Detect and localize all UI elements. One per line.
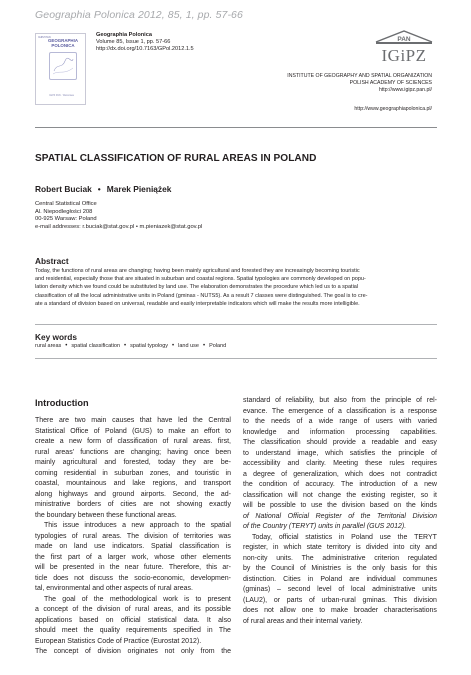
- abstract-divider: [35, 324, 437, 325]
- keywords-divider: [35, 358, 437, 359]
- cover-footer: IGiPZ PAN · Warszawa: [49, 94, 74, 97]
- body-line: distinction. Cities in Poland are individual communes: [243, 575, 437, 583]
- body-line-italic: of National Official Register of the Territorial Division: [243, 512, 437, 520]
- body-line: non-city units. The administrative criterion regulated: [243, 554, 437, 562]
- body-line: knowledge and information processing capabilities.: [243, 428, 437, 436]
- body-line: Statistical Office of Poland (GUS) to make an effort to: [35, 427, 231, 435]
- keyword: land use: [178, 343, 199, 349]
- body-line: of rural areas and their internal variety.: [243, 617, 363, 625]
- body-line: (gminas) – second level of local administrative units: [243, 586, 437, 593]
- institute-block: [250, 73, 432, 95]
- body-line: typologies of rural areas. The division of territories was: [35, 532, 231, 540]
- body-line: Today, official statistics in Poland use the TERYT: [252, 533, 437, 541]
- journal-volume: Volume 85, Issue 1, pp. 57-66: [96, 39, 171, 46]
- authors-line: [35, 184, 171, 194]
- body-line: coastal, mountainous and lake regions, and transport: [35, 480, 231, 487]
- body-line: a concept of the division of rural areas, and its possible: [35, 606, 231, 613]
- body-line: mainly agricultural and forested, today they are be-: [35, 459, 231, 466]
- email-addresses: e-mail addresses: r.buciak@stat.gov.pl • m.pieniazek@stat.gov.pl: [35, 224, 203, 230]
- affiliation: [35, 201, 97, 224]
- logo-pan-text: PAN: [397, 36, 411, 43]
- journal-url[interactable]: http://www.geographiapolonica.pl/: [354, 106, 432, 112]
- cover-title: GEOGRAPHIA POLONICA: [47, 38, 78, 48]
- body-line: does not allow one to make broader characterisations: [243, 607, 437, 614]
- body-line: the boundary between these functional areas.: [35, 511, 177, 519]
- abstract-line: ate a standard of division based on universal, readable and easily interpretable indicators which will make the results more intelligible.: [35, 300, 360, 307]
- keywords-list: [35, 343, 226, 349]
- body-line: made on land use indicators. Spatial classification is: [35, 543, 231, 550]
- body-line: classification will not change the existing register, so it: [243, 491, 437, 499]
- journal-cover-thumbnail: [35, 33, 86, 105]
- body-line: tal, environmental and other aspects of rural areas.: [35, 585, 193, 592]
- body-column-right: [243, 396, 437, 627]
- author-name: Robert Buciak: [35, 184, 92, 194]
- institute-url[interactable]: http://www.igipz.pan.pl/: [378, 87, 432, 94]
- article-title: SPATIAL CLASSIFICATION OF RURAL AREAS IN POLAND: [35, 153, 317, 164]
- igipz-pan-logo: [371, 28, 437, 66]
- author-name: Marek Pieniążek: [106, 184, 172, 194]
- keyword-separator: •: [65, 343, 68, 349]
- abstract-line: Today, the functions of rural areas are changing; having been mainly agricultural and forested they are increasingly becoming touristic: [35, 268, 360, 274]
- running-head: Geographia Polonica 2012, 85, 1, pp. 57-66: [35, 9, 243, 21]
- logo-name-text: IGiPZ: [381, 46, 427, 65]
- body-line: create a new form of classification of rural areas. first,: [35, 438, 231, 445]
- body-line: There are two main causes that have led the Central: [35, 417, 231, 424]
- body-line: standard of reliability, but also from the principle of rel-: [243, 397, 437, 404]
- body-line: The concept of division originates not only from the: [35, 648, 231, 655]
- keyword: spatial classification: [71, 343, 121, 349]
- body-line: ticle does not discuss the socio-economic, developmen-: [35, 574, 231, 582]
- keyword-separator: •: [202, 343, 206, 349]
- abstract-line: and residential, especially those that are situated in suburban and coastal regions. Spatial typologies are commonly developed on popu-: [35, 276, 366, 283]
- body-line: The classification should provide a readable and easy: [243, 439, 437, 446]
- body-line: register, in which state territory is divided into city and: [243, 544, 437, 551]
- keyword: Poland: [209, 343, 227, 349]
- keyword-separator: •: [172, 343, 175, 349]
- body-line: the condition of accuracy. The introduction of a new: [243, 481, 437, 488]
- introduction-heading: Introduction: [35, 398, 89, 408]
- abstract-body: [35, 267, 437, 308]
- academy-name: POLISH ACADEMY OF SCIENCES: [349, 80, 432, 87]
- body-line-italic: of the Country (TERYT) units in parallel (GUS 2012).: [243, 523, 407, 530]
- affiliation-line: 00-925 Warsaw: Poland: [35, 216, 97, 223]
- keywords-heading: Key words: [35, 332, 77, 342]
- body-line: This issue introduces a new approach to the spatial: [44, 522, 231, 529]
- author-separator: •: [97, 184, 101, 194]
- institute-name: INSTITUTE OF GEOGRAPHY AND SPATIAL ORGANIZATION: [287, 73, 432, 79]
- keyword-separator: •: [124, 343, 127, 349]
- body-column-left: [35, 416, 231, 658]
- abstract-heading: Abstract: [35, 256, 69, 266]
- journal-name: Geographia Polonica: [96, 32, 152, 38]
- body-line: will be possible to use the division based on the kinds: [243, 502, 437, 509]
- body-line: evance. The emergence of a classification is a response: [243, 407, 437, 415]
- cover-top-text: IGIPZ PAN: [38, 36, 51, 39]
- body-line: coming residential in suburban zones, and touristic in: [35, 469, 231, 477]
- body-line: rural areas' functions are changing; having once been: [35, 448, 231, 456]
- body-line: along highways and ground airports. Second, the ad-: [35, 490, 231, 498]
- body-line: to the needs of a wide range of users with varied: [243, 418, 437, 425]
- affiliation-line: Central Statistical Office: [35, 201, 97, 207]
- body-line: by the Council of Ministries is the only basis for this: [243, 565, 437, 572]
- body-line: the first part of a larger work, whose other elements: [35, 553, 231, 561]
- body-line: The goal of the methodological work is to present: [44, 595, 231, 603]
- body-line: a degree of generalization, which does not contradict: [243, 470, 437, 478]
- abstract-line: classification of all the local administrative units in Poland (gminas - NUTS5). As a result 7 classes were distinguished. The goal is to cre-: [35, 292, 368, 299]
- cover-map-icon: [49, 52, 77, 80]
- body-line: (LAU2), or parts of urban-rural gminas. This division: [243, 596, 437, 604]
- body-line: will be presented in the near future. Therefore, this ar-: [35, 564, 231, 571]
- body-line: European Statistics Code of Practice (Eurostat 2012).: [35, 637, 202, 645]
- abstract-line: lation density which we found could be substituted by land use. The elaboration demonstrates the procedure which led us to a spatial: [35, 284, 359, 291]
- affiliation-line: Al. Niepodległości 208: [35, 208, 93, 215]
- body-line: applications based on official statistical data. It also: [35, 616, 231, 624]
- keyword: spatial typology: [130, 343, 169, 349]
- body-line: to understand image, which satisfies the principle of: [243, 449, 437, 457]
- keyword: rural areas: [35, 343, 62, 349]
- journal-info: [96, 32, 194, 54]
- body-line: should meet the quality requirements specified in The: [35, 627, 231, 634]
- body-line: ministrative borders of cities are not showing exactly: [35, 501, 231, 508]
- journal-doi[interactable]: http://dx.doi.org/10.7163/GPol.2012.1.5: [96, 46, 194, 53]
- body-line: accessibility and clarity. Meeting these rules requires: [243, 460, 437, 467]
- header-divider: [35, 127, 437, 128]
